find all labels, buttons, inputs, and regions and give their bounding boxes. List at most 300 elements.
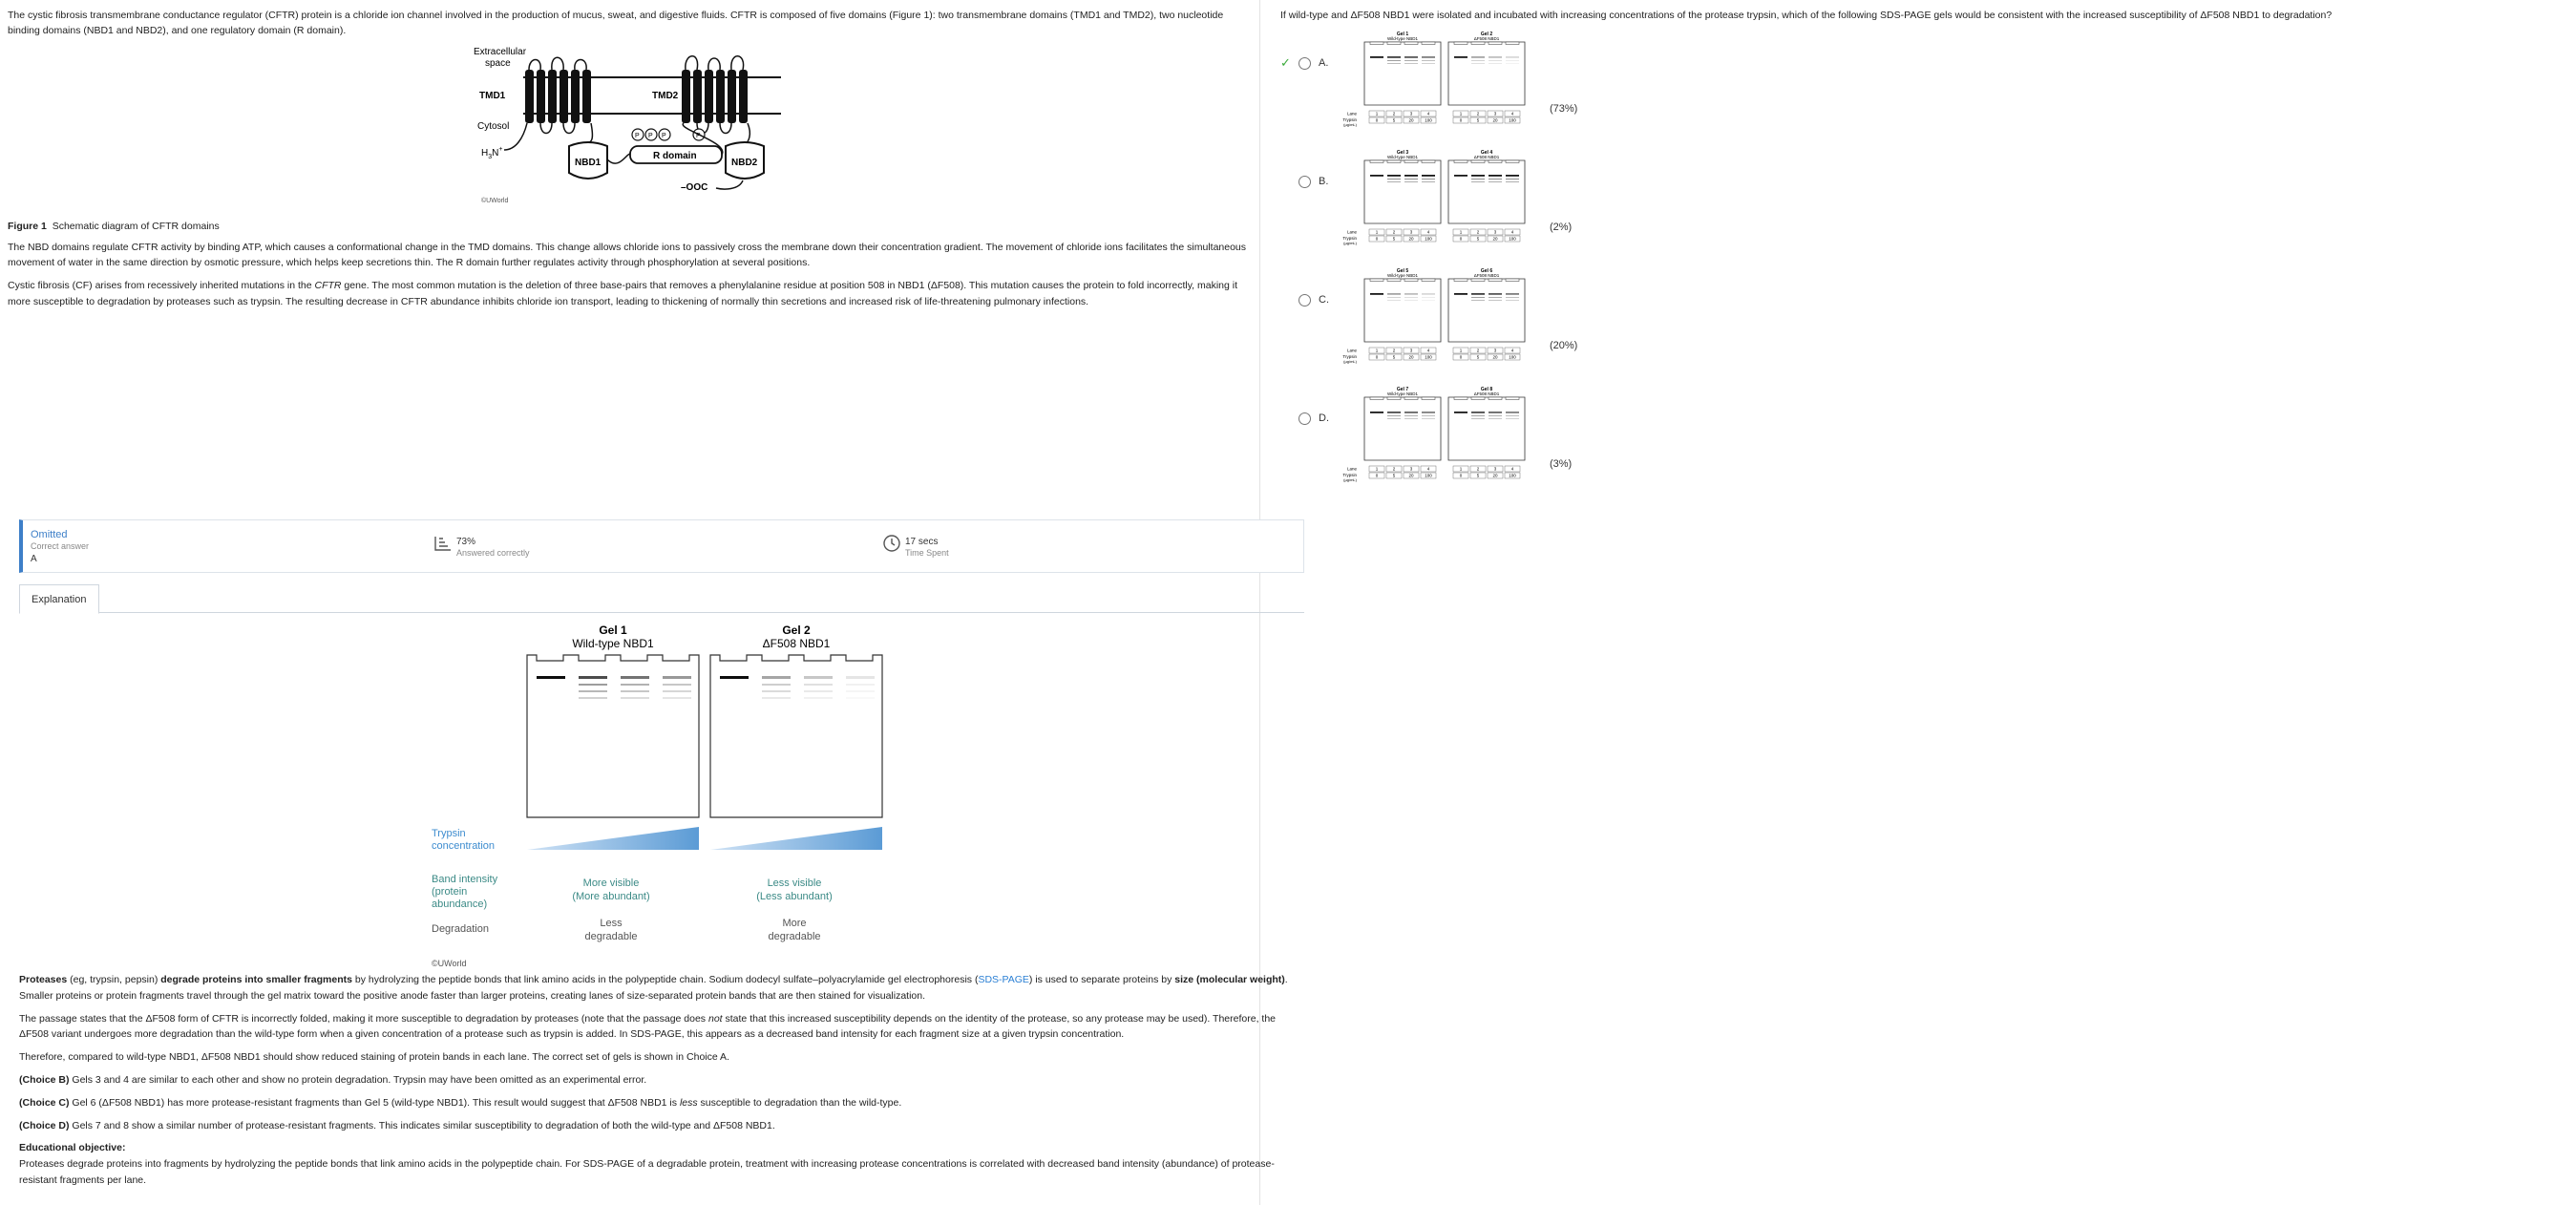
gel-fragment-band [579,690,607,692]
svg-text:P: P [662,132,666,139]
answer-radio[interactable] [1299,412,1311,425]
gel-well [1370,160,1383,163]
trypsin-row-unit: (µg/mL) [1343,359,1357,365]
lane-number: 1 [1375,229,1379,235]
lane-number: 2 [1392,348,1396,353]
gel-fragment-band [1422,300,1435,301]
option-gel-thumbnails [1359,386,1540,485]
trypsin-value: 0 [1375,236,1379,242]
lane-number: 4 [1510,229,1514,235]
lane-row-label: Lane [1346,229,1357,235]
gel-well [1489,397,1502,400]
trypsin-value: 20 [1408,473,1414,478]
trypsin-value: 100 [1509,117,1516,123]
gel-outline [527,655,699,817]
answer-status: Omitted Correct answer A [31,529,90,564]
gel-fragment-band [1404,300,1418,301]
tmd2-label: TMD2 [652,90,679,101]
gel-fragment-band [1422,297,1435,298]
gel-subtitle: ΔF508 NBD1 [1473,391,1500,397]
gel-band [1506,56,1519,58]
gel-fragment-band [1506,181,1519,182]
trypsin-value: 5 [1476,473,1480,478]
trypsin-row-unit: (µg/mL) [1343,241,1357,246]
trypsin-value: 5 [1392,354,1396,360]
cytosol-label: Cytosol [477,120,510,132]
gel-band [1489,175,1502,177]
gel1-subtitle: Wild-type NBD1 [572,637,654,650]
gel-band [1489,56,1502,58]
trypsin-value: 5 [1476,354,1480,360]
answer-option[interactable] [1280,25,2557,143]
gel-well [1471,279,1485,282]
gel-fragment-band [579,697,607,699]
option-percent: (2%) [1550,222,1573,234]
gel-fragment-band [1489,179,1502,180]
phosphate-icons [632,129,705,140]
lane-number: 3 [1493,229,1497,235]
gel-fragment-band [1489,415,1502,416]
gel-fragment-band [1387,179,1401,180]
gel-box [1364,42,1441,105]
band-intensity-label-3: abundance) [432,898,488,910]
trypsin-value: 20 [1492,473,1498,478]
gel-fragment-band [1506,415,1519,416]
space-label: space [485,57,511,69]
gel-fragment-band [1471,300,1485,301]
gel-band [1454,412,1467,413]
sds-page-link[interactable]: SDS-PAGE [978,974,1029,985]
gel-box [1448,279,1525,342]
time-spent-stat: 17 secs Time Spent [905,536,949,560]
lane-number: 2 [1476,111,1480,116]
lane-number: 2 [1392,466,1396,472]
lane-number: 4 [1510,111,1514,116]
trypsin-value: 20 [1492,354,1498,360]
gel-well [1387,42,1401,45]
lane-number: 3 [1493,466,1497,472]
gel-fragment-band [846,697,875,699]
gel-well [1454,279,1467,282]
trypsin-value: 5 [1476,236,1480,242]
gel-subtitle: Wild-type NBD1 [1386,155,1419,160]
trypsin-row-unit: (µg/mL) [1343,122,1357,128]
gel-table-row-labels [1336,149,1359,248]
gel-well [1422,160,1435,163]
trypsin-value: 20 [1408,117,1414,123]
question-stem: If wild-type and ΔF508 NBD1 were isolated and incubated with increasing concentrations of the protease trypsin, which of the following SDS-PAGE gels would be consistent with the increased susceptibility of ΔF508 NBD1 to degradation? [1280,10,2333,21]
gel-fragment-band [762,697,791,699]
trypsin-row-label: Trypsin [1342,354,1357,360]
svg-text:degradable: degradable [768,931,821,942]
svg-text:P: P [696,132,701,139]
gel-band [1454,56,1467,58]
gel-fragment-band [1387,415,1401,416]
question-panel [1261,0,2576,1205]
gel-fragment-band [1506,297,1519,298]
answer-radio[interactable] [1299,176,1311,188]
gel-fragment-band [804,697,833,699]
lane-number: 3 [1409,466,1413,472]
lane-number: 2 [1392,111,1396,116]
gel-fragment-band [1506,60,1519,61]
gel-well [1471,160,1485,163]
gel-band [1422,56,1435,58]
trypsin-label-2: concentration [432,840,496,852]
gel-fragment-band [1471,179,1485,180]
gel-band [1404,175,1418,177]
nbd2-label: NBD2 [731,157,758,168]
passage-paragraph-1: The cystic fibrosis transmembrane conductance regulator (CFTR) protein is a chloride ion channel involved in the production of mucus, sweat, and digestive fluids. CFTR is composed of five domains (Figure 1): two transmembrane domains (TMD1 and TMD2), two nucleotide binding domains (NBD1 and NBD2), and one regulatory domain (R domain). [8,10,1224,37]
gel-band [621,676,649,679]
gel-fragment-band [1506,63,1519,64]
tmd1-label: TMD1 [479,90,506,101]
gel-fragment-band [1404,63,1418,64]
gel-well [1404,279,1418,282]
gel-band [1489,412,1502,413]
gel-fragment-band [621,697,649,699]
answer-options [1280,25,2557,498]
gel-well [1489,160,1502,163]
gel-fragment-band [762,684,791,686]
gel-fragment-band [1422,418,1435,419]
gel-fragment-band [1489,418,1502,419]
gel-fragment-band [1387,297,1401,298]
gel-well [1422,42,1435,45]
gel-band [720,676,749,679]
lane-row-label: Lane [1346,466,1357,472]
cftr-figure [466,47,1001,209]
c-terminus-label: –OOC [681,181,708,193]
gel2-panel [710,655,882,817]
lane-number: 1 [1375,348,1379,353]
passage-paragraph-2: The NBD domains regulate CFTR activity by binding ATP, which causes a conformational change in the TMD domains. This change allows chloride ions to passively cross the membrane down their concentration gradient. The movement of chloride ions facilitates the simultaneous movement of water in the same direction by osmotic pressure, which helps keep secretions thin. The R domain further regulates activity through phosphorylation at several positions. [8,241,1247,269]
svg-text:P: P [635,132,640,139]
clock-icon [882,534,901,553]
gel-well [1454,42,1467,45]
gel-table-row-labels [1336,386,1359,485]
educational-objective-label: Educational objective: [19,1142,126,1154]
tmd1-helices [525,57,591,133]
gel-box [1364,397,1441,460]
svg-text:(Less abundant): (Less abundant) [756,891,833,902]
gel-fragment-band [1489,300,1502,301]
gel-fragment-band [1422,179,1435,180]
gel-well [1370,279,1383,282]
explanation-figure [432,623,928,975]
svg-text:(More abundant): (More abundant) [572,891,650,902]
gel-band [1370,175,1383,177]
lane-number: 2 [1392,229,1396,235]
gel-band [1387,412,1401,413]
gel-well [1387,397,1401,400]
tab-explanation[interactable]: Explanation [19,584,99,614]
trypsin-value: 20 [1492,236,1498,242]
gel-fragment-band [1387,300,1401,301]
gel-band [1422,412,1435,413]
gel-well [1506,160,1519,163]
option-letter: B. [1319,176,1329,188]
gel-band [663,676,691,679]
gel-well [1506,279,1519,282]
trypsin-label-1: Trypsin [432,828,466,839]
cftr-diagram [466,47,1001,209]
choice-b-explanation: (Choice B) Gels 3 and 4 are similar to each other and show no protein degradation. Trypsin may have been omitted as an experimental error. [19,1073,647,1086]
gel-well [1471,42,1485,45]
explanation-paragraph-2: The passage states that the ΔF508 form of CFTR is incorrectly folded, making it more susceptible to degradation by proteases (note that the passage does not state that this increased susceptibility depends on the identity of the protease, so any protease may be used). Therefore, the ΔF508 variant undergoes more degradation than the wild-type form when a given concentration of a protease such as trypsin is added. In SDS-PAGE, this appears as a decreased band intensity for each fragment size at a given trypsin concentration. [19,1012,1276,1041]
gel-subtitle: Wild-type NBD1 [1386,36,1419,42]
lane-number: 1 [1375,466,1379,472]
gel2-title: Gel 2 [782,624,811,637]
explanation-paragraph-3: Therefore, compared to wild-type NBD1, ΔF508 NBD1 should show reduced staining of protein bands in each lane. The correct set of gels is shown in Choice A. [19,1051,729,1064]
gel-well [1422,397,1435,400]
gel-band [579,676,607,679]
gel-fragment-band [1489,60,1502,61]
gel-band [1506,175,1519,177]
gel-band [1422,175,1435,177]
gel-title: Gel 7 [1396,387,1409,393]
trypsin-value: 100 [1425,354,1432,360]
gel1-panel [527,655,699,817]
gel-band [1506,293,1519,295]
gel-well [1454,397,1467,400]
gel-band [1387,56,1401,58]
trypsin-value: 0 [1375,473,1379,478]
gel-fragment-band [1404,415,1418,416]
trypsin-value: 0 [1459,473,1463,478]
degradation-label: Degradation [432,923,489,935]
gel-fragment-band [762,690,791,692]
gel-well [1370,42,1383,45]
lane-number: 1 [1375,111,1379,116]
answer-option[interactable] [1280,143,2557,262]
gel-fragment-band [1404,179,1418,180]
gel-title: Gel 5 [1396,268,1409,275]
gel-subtitle: ΔF508 NBD1 [1473,273,1500,279]
nbd1-label: NBD1 [575,157,602,168]
gel1-trypsin-wedge [527,827,699,850]
gel-outline [710,655,882,817]
lane-number: 3 [1493,348,1497,353]
gel-fragment-band [1387,60,1401,61]
passage-paragraph-3: Cystic fibrosis (CF) arises from recessively inherited mutations in the CFTR gene. The most common mutation is the deletion of three base-pairs that removes a phenylalanine residue at position 508 in NBD1 (ΔF508). This mutation causes the protein to fold incorrectly, making it more susceptible to degradation by proteases such as trypsin. The resulting decrease in CFTR abundance inhibits chloride ion transport, leading to thickening of normally thin secretions and increased risk of life-threatening pulmonary infections. [8,280,1238,307]
gel-well [1370,397,1383,400]
gel-band [1471,56,1485,58]
option-letter: D. [1319,412,1329,425]
gel-well [1404,42,1418,45]
figure-copyright: ©UWorld [481,197,509,204]
trypsin-value: 100 [1509,236,1516,242]
educational-objective-text: Proteases degrade proteins into fragments by hydrolyzing the peptide bonds that link amino acids in the polypeptide chain. For SDS-PAGE of a degradable protein, treatment with increasing protease concentrations is correlated with decreased band intensity (abundance) of protease-resistant fragments per lane. [19,1158,1275,1186]
gel-band [1422,293,1435,295]
explanation-paragraph-1: Proteases (eg, trypsin, pepsin) degrade proteins into smaller fragments by hydrolyzing the peptide bonds that link amino acids in the polypeptide chain. Sodium dodecyl sulfate–polyacrylamide gel electrophoresis (SDS-PAGE) is used to separate proteins by size (molecular weight). Smaller proteins or protein fragments travel through the gel matrix toward the positive anode faster than larger proteins, creating lanes of size-separated protein bands that are then stained for visualization. [19,974,1288,1002]
trypsin-row-label: Trypsin [1342,473,1357,478]
option-letter: A. [1319,57,1329,70]
band-intensity-label-1: Band intensity [432,874,498,885]
option-percent: (20%) [1550,340,1578,352]
choice-c-explanation: (Choice C) Gel 6 (ΔF508 NBD1) has more protease-resistant fragments than Gel 5 (wild-type NBD1). This result would suggest that ΔF508 NBD1 is less susceptible to degradation than the wild-type. [19,1096,902,1109]
extracellular-label: Extracellular [474,46,527,57]
lane-number: 3 [1409,348,1413,353]
gel-band [804,676,833,679]
gel-well [1489,42,1502,45]
gel-fragment-band [1471,415,1485,416]
trypsin-value: 100 [1425,117,1432,123]
gel-fragment-band [1471,181,1485,182]
lane-number: 4 [1426,111,1430,116]
gel-fragment-band [1404,418,1418,419]
gel-band [1404,412,1418,413]
trypsin-value: 0 [1459,236,1463,242]
svg-text:Less visible: Less visible [767,877,822,889]
answer-radio[interactable] [1299,294,1311,307]
gel-well [1454,160,1467,163]
lane-number: 2 [1476,229,1480,235]
option-gel-thumbnails [1359,31,1540,130]
gel-fragment-band [1471,60,1485,61]
answer-stats-bar [19,519,1304,573]
gel-subtitle: ΔF508 NBD1 [1473,36,1500,42]
gel-title: Gel 4 [1480,150,1493,157]
lane-number: 2 [1476,466,1480,472]
trypsin-value: 5 [1392,236,1396,242]
trypsin-value: 5 [1476,117,1480,123]
trypsin-row-label: Trypsin [1342,236,1357,242]
answer-option[interactable] [1280,380,2557,498]
gel-band [1471,293,1485,295]
figure-caption: Figure 1 Schematic diagram of CFTR domains [8,220,220,232]
lane-number: 3 [1409,111,1413,116]
gel-band [1506,412,1519,413]
gel-fragment-band [1404,297,1418,298]
gel-title: Gel 2 [1480,32,1493,38]
explanation-tabs [19,584,1304,613]
lane-number: 1 [1459,111,1463,116]
gel-fragment-band [1489,297,1502,298]
gel-box [1364,279,1441,342]
gel-well [1387,160,1401,163]
trypsin-value: 100 [1509,354,1516,360]
gel-band [1404,56,1418,58]
gel-fragment-band [804,684,833,686]
gel-subtitle: Wild-type NBD1 [1386,273,1419,279]
trypsin-value: 20 [1492,117,1498,123]
trypsin-value: 5 [1392,473,1396,478]
gel-fragment-band [1506,300,1519,301]
gel1-title: Gel 1 [599,624,627,637]
explanation-gel-diagram [432,623,928,970]
gel-well [1489,279,1502,282]
gel-well [1506,397,1519,400]
lane-number: 1 [1459,229,1463,235]
trypsin-value: 0 [1459,354,1463,360]
gel-fragment-band [621,690,649,692]
lane-number: 3 [1409,229,1413,235]
svg-text:degradable: degradable [584,931,638,942]
gel-fragment-band [1387,418,1401,419]
gel-well [1422,279,1435,282]
gel-fragment-band [1489,181,1502,182]
gel-title: Gel 3 [1396,150,1409,157]
gel-band [1387,175,1401,177]
gel-fragment-band [1387,63,1401,64]
gel2-trypsin-wedge [710,827,882,850]
gel-well [1387,279,1401,282]
trypsin-value: 100 [1425,236,1432,242]
explanation-text [19,972,1304,1195]
percent-correct-stat: 73% Answered correctly [456,536,530,560]
gel-subtitle: ΔF508 NBD1 [1473,155,1500,160]
gel-table-row-labels [1336,31,1359,130]
lane-row-label: Lane [1346,111,1357,116]
option-gel-thumbnails [1359,149,1540,248]
gel-fragment-band [1404,60,1418,61]
lane-number: 1 [1459,348,1463,353]
gel-well [1404,397,1418,400]
gel-box [1448,397,1525,460]
gel-fragment-band [846,690,875,692]
gel-fragment-band [1506,179,1519,180]
gel-band [1489,293,1502,295]
r-domain-label: R domain [653,150,697,161]
answer-option[interactable] [1280,262,2557,380]
lane-row-label: Lane [1346,348,1357,353]
gel-band [1454,293,1467,295]
gel-fragment-band [1471,418,1485,419]
gel-well [1471,397,1485,400]
gel-band [1370,56,1383,58]
svg-text:P: P [648,132,653,139]
gel-fragment-band [846,684,875,686]
gel-band [1471,175,1485,177]
answer-radio[interactable] [1299,57,1311,70]
svg-text:More visible: More visible [582,877,640,889]
option-percent: (3%) [1550,458,1573,471]
trypsin-value: 20 [1408,236,1414,242]
trypsin-value: 100 [1425,473,1432,478]
gel-band [1454,175,1467,177]
choice-d-explanation: (Choice D) Gels 7 and 8 show a similar number of protease-resistant fragments. This indicates similar susceptibility to degradation of both the wild-type and ΔF508 NBD1. [19,1119,775,1131]
gel-fragment-band [663,684,691,686]
gel-fragment-band [1471,297,1485,298]
trypsin-value: 5 [1392,117,1396,123]
chart-icon [433,534,453,553]
gel-fragment-band [1422,181,1435,182]
band-intensity-label-2: (protein [432,886,468,898]
correct-check-icon: ✓ [1280,55,1291,71]
gel-box [1448,160,1525,223]
trypsin-value: 0 [1459,117,1463,123]
gel-fragment-band [1404,181,1418,182]
gel-fragment-band [1506,418,1519,419]
gel-band [1370,412,1383,413]
gel-fragment-band [1422,63,1435,64]
gel2-subtitle: ΔF508 NBD1 [762,637,831,650]
gel-band [1404,293,1418,295]
gel-fragment-band [579,684,607,686]
gel-band [537,676,565,679]
gel-fragment-band [804,690,833,692]
gel-well [1404,160,1418,163]
lane-number: 4 [1426,229,1430,235]
lane-number: 4 [1510,466,1514,472]
gel-fragment-band [663,690,691,692]
trypsin-value: 0 [1375,354,1379,360]
gel-fragment-band [1422,415,1435,416]
lane-number: 1 [1459,466,1463,472]
gel-well [1506,42,1519,45]
lane-number: 4 [1426,348,1430,353]
